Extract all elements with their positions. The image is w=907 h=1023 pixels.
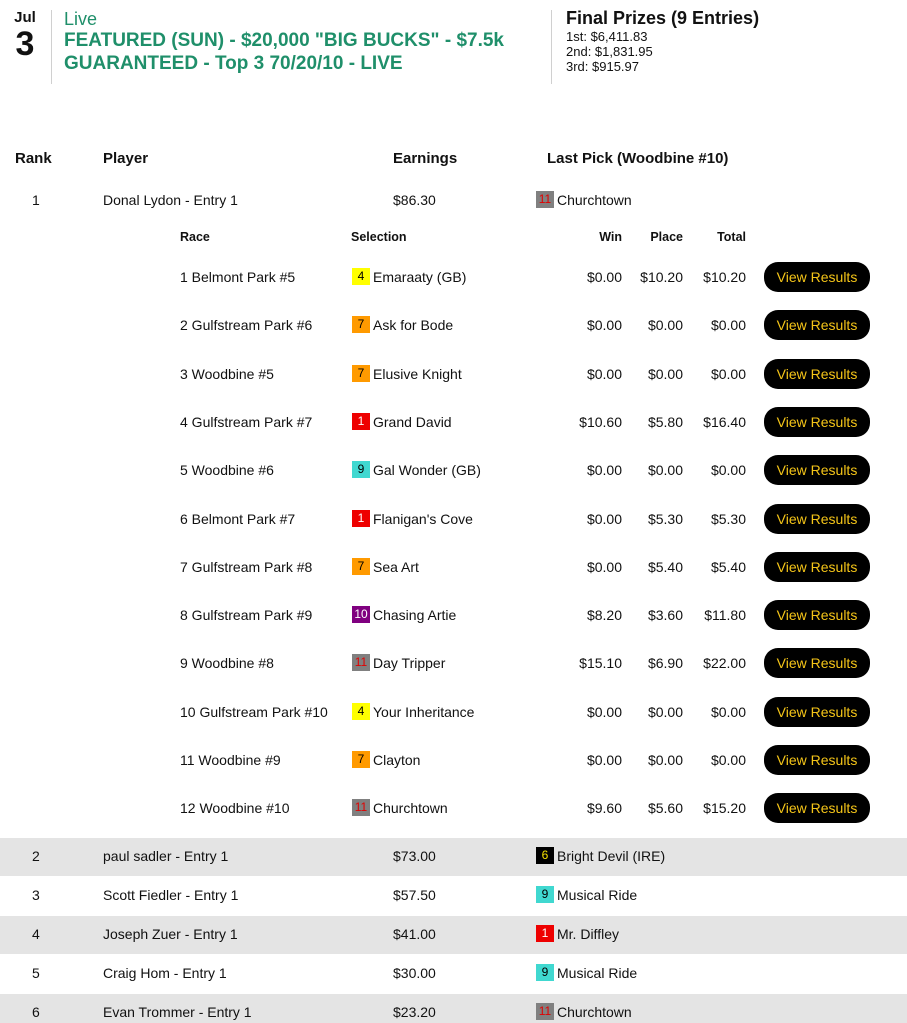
date-box: [8, 10, 42, 62]
post-position-badge: 4: [352, 268, 370, 285]
total-cell: $0.00: [710, 317, 746, 333]
selection-cell: [352, 268, 466, 285]
place-cell: $5.80: [647, 414, 683, 430]
post-position-badge: 1: [536, 925, 554, 942]
horse-name: Bright Devil (IRE): [557, 847, 666, 864]
pick-row: [0, 791, 907, 825]
horse-name: Grand David: [373, 413, 452, 430]
contest-title: FEATURED (SUN) - $20,000 "BIG BUCKS" - $7.5k GUARANTEED - Top 3 70/20/10 - LIVE: [64, 30, 504, 74]
contest-header: [0, 0, 907, 100]
earnings-cell: $57.50: [393, 887, 436, 903]
place-cell: $5.40: [647, 559, 683, 575]
post-position-badge: 10: [352, 606, 370, 623]
total-cell: $5.30: [710, 511, 746, 527]
win-cell: $10.60: [579, 414, 622, 430]
leaderboard-row[interactable]: [0, 955, 907, 993]
horse-name: Your Inheritance: [373, 703, 475, 720]
view-results-button[interactable]: View Results: [764, 407, 870, 437]
date-month: Jul: [14, 9, 36, 26]
selection-cell: [352, 606, 456, 623]
post-position-badge: 11: [536, 191, 554, 208]
win-cell: $0.00: [586, 559, 622, 575]
total-cell: $0.00: [710, 704, 746, 720]
selection-cell: [352, 799, 448, 816]
total-cell: $16.40: [703, 414, 746, 430]
picks-selection-header: Selection: [351, 230, 407, 244]
selection-cell: [352, 510, 473, 527]
prize-first: 1st: $6,411.83: [566, 29, 648, 44]
post-position-badge: 9: [536, 886, 554, 903]
view-results-button[interactable]: View Results: [764, 310, 870, 340]
rank-cell: 3: [32, 887, 40, 903]
status-label: Live: [64, 9, 98, 29]
last-pick: [536, 886, 637, 903]
title-block: [64, 9, 534, 75]
rank-cell: 6: [32, 1004, 40, 1020]
total-cell: $0.00: [710, 462, 746, 478]
picks-win-header: Win: [599, 230, 622, 244]
horse-name: Flanigan's Cove: [373, 510, 473, 527]
post-position-badge: 7: [352, 316, 370, 333]
horse-name: Chasing Artie: [373, 606, 457, 623]
leaderboard-row[interactable]: [0, 877, 907, 915]
leaderboard-row[interactable]: [0, 994, 907, 1023]
race-cell: 3 Woodbine #5: [180, 366, 274, 382]
place-cell: $0.00: [647, 462, 683, 478]
selection-cell: [352, 316, 453, 333]
rank-cell: 4: [32, 926, 40, 942]
final-prizes: [566, 8, 759, 74]
player-name[interactable]: Craig Hom - Entry 1: [103, 965, 227, 981]
selection-cell: [352, 703, 474, 720]
race-cell: 12 Woodbine #10: [180, 800, 290, 816]
col-earnings-header: Earnings: [393, 150, 458, 167]
pick-row: [0, 260, 907, 294]
last-pick: [536, 964, 637, 981]
post-position-badge: 11: [352, 799, 370, 816]
player-name[interactable]: Donal Lydon - Entry 1: [103, 192, 238, 208]
date-day: 3: [15, 25, 35, 63]
place-cell: $0.00: [647, 704, 683, 720]
race-cell: 6 Belmont Park #7: [180, 511, 296, 527]
race-cell: 9 Woodbine #8: [180, 655, 274, 671]
horse-name: Ask for Bode: [373, 316, 454, 333]
picks-race-header: Race: [180, 230, 210, 244]
prizes-title: Final Prizes (9 Entries): [566, 8, 760, 28]
pick-row: [0, 405, 907, 439]
view-results-button[interactable]: View Results: [764, 455, 870, 485]
horse-name: Mr. Diffley: [557, 925, 619, 942]
horse-name: Emaraaty (GB): [373, 268, 467, 285]
pick-row: [0, 357, 907, 391]
rank-cell: 5: [32, 965, 40, 981]
win-cell: $0.00: [586, 269, 622, 285]
win-cell: $0.00: [586, 366, 622, 382]
player-name[interactable]: paul sadler - Entry 1: [103, 848, 229, 864]
place-cell: $0.00: [647, 366, 683, 382]
rank-cell: 2: [32, 848, 40, 864]
view-results-button[interactable]: View Results: [764, 359, 870, 389]
race-cell: 1 Belmont Park #5: [180, 269, 296, 285]
win-cell: $0.00: [586, 317, 622, 333]
race-cell: 2 Gulfstream Park #6: [180, 317, 313, 333]
selection-cell: [352, 413, 452, 430]
post-position-badge: 1: [352, 413, 370, 430]
earnings-cell: $41.00: [393, 926, 436, 942]
post-position-badge: 6: [536, 847, 554, 864]
place-cell: $3.60: [647, 607, 683, 623]
total-cell: $15.20: [703, 800, 746, 816]
win-cell: $9.60: [586, 800, 622, 816]
player-name[interactable]: Evan Trommer - Entry 1: [103, 1004, 252, 1020]
player-name[interactable]: Scott Fiedler - Entry 1: [103, 887, 239, 903]
selection-cell: [352, 365, 462, 382]
place-cell: $5.30: [647, 511, 683, 527]
post-position-badge: 7: [352, 365, 370, 382]
race-cell: 10 Gulfstream Park #10: [180, 704, 328, 720]
post-position-badge: 11: [536, 1003, 554, 1020]
col-player-header: Player: [103, 150, 149, 167]
view-results-button[interactable]: View Results: [764, 648, 870, 678]
horse-name: Sea Art: [373, 558, 419, 575]
selection-cell: [352, 558, 419, 575]
horse-name: Elusive Knight: [373, 365, 462, 382]
prize-third: 3rd: $915.97: [566, 59, 640, 74]
col-last-pick-header: Last Pick (Woodbine #10): [547, 150, 729, 167]
place-cell: $10.20: [640, 269, 683, 285]
post-position-badge: 4: [352, 703, 370, 720]
selection-cell: [352, 461, 481, 478]
picks-total-header: Total: [717, 230, 746, 244]
place-cell: $6.90: [647, 655, 683, 671]
earnings-cell: $23.20: [393, 1004, 436, 1020]
total-cell: $10.20: [703, 269, 746, 285]
view-results-button[interactable]: View Results: [764, 552, 870, 582]
horse-name: Clayton: [373, 751, 421, 768]
horse-name: Day Tripper: [373, 654, 446, 671]
post-position-badge: 1: [352, 510, 370, 527]
pick-row: [0, 502, 907, 536]
place-cell: $5.60: [647, 800, 683, 816]
picks-place-header: Place: [650, 230, 683, 244]
horse-name: Churchtown: [373, 799, 448, 816]
view-results-button[interactable]: View Results: [764, 697, 870, 727]
pick-row: [0, 695, 907, 729]
leaderboard-row[interactable]: [0, 838, 907, 876]
header-divider: [51, 10, 52, 84]
prize-divider: [551, 10, 552, 84]
total-cell: $5.40: [710, 559, 746, 575]
last-pick: [536, 925, 619, 942]
total-cell: $0.00: [710, 752, 746, 768]
race-cell: 11 Woodbine #9: [180, 752, 281, 768]
view-results-button[interactable]: View Results: [764, 262, 870, 292]
pick-row: [0, 743, 907, 777]
post-position-badge: 7: [352, 558, 370, 575]
prize-second: 2nd: $1,831.95: [566, 44, 653, 59]
pick-row: [0, 453, 907, 487]
win-cell: $8.20: [586, 607, 622, 623]
leaderboard-row[interactable]: [0, 916, 907, 954]
post-position-badge: 9: [352, 461, 370, 478]
total-cell: $0.00: [710, 366, 746, 382]
rank-cell: 1: [32, 192, 40, 208]
earnings-cell: $86.30: [393, 192, 436, 208]
view-results-button[interactable]: View Results: [764, 600, 870, 630]
post-position-badge: 11: [352, 654, 370, 671]
horse-name: Gal Wonder (GB): [373, 461, 481, 478]
pick-row: [0, 598, 907, 632]
win-cell: $15.10: [579, 655, 622, 671]
view-results-button[interactable]: View Results: [764, 745, 870, 775]
total-cell: $11.80: [704, 607, 746, 623]
horse-name: Churchtown: [557, 191, 632, 208]
leaderboard-row[interactable]: [0, 182, 907, 220]
selection-cell: [352, 654, 445, 671]
win-cell: $0.00: [586, 462, 622, 478]
horse-name: Musical Ride: [557, 964, 638, 981]
last-pick: [536, 847, 665, 864]
view-results-button[interactable]: View Results: [764, 793, 870, 823]
selection-cell: [352, 751, 420, 768]
horse-name: Musical Ride: [557, 886, 638, 903]
earnings-cell: $30.00: [393, 965, 436, 981]
col-rank-header: Rank: [15, 150, 52, 167]
place-cell: $0.00: [647, 317, 683, 333]
last-pick: [536, 1003, 632, 1020]
total-cell: $22.00: [703, 655, 746, 671]
pick-row: [0, 308, 907, 342]
horse-name: Churchtown: [557, 1003, 632, 1020]
race-cell: 4 Gulfstream Park #7: [180, 414, 313, 430]
win-cell: $0.00: [586, 752, 622, 768]
win-cell: $0.00: [586, 704, 622, 720]
post-position-badge: 9: [536, 964, 554, 981]
last-pick: [536, 191, 632, 208]
pick-row: [0, 550, 907, 584]
player-name[interactable]: Joseph Zuer - Entry 1: [103, 926, 238, 942]
pick-row: [0, 646, 907, 680]
race-cell: 7 Gulfstream Park #8: [180, 559, 313, 575]
post-position-badge: 7: [352, 751, 370, 768]
win-cell: $0.00: [586, 511, 622, 527]
race-cell: 5 Woodbine #6: [180, 462, 274, 478]
race-cell: 8 Gulfstream Park #9: [180, 607, 313, 623]
earnings-cell: $73.00: [393, 848, 436, 864]
view-results-button[interactable]: View Results: [764, 504, 870, 534]
place-cell: $0.00: [647, 752, 683, 768]
